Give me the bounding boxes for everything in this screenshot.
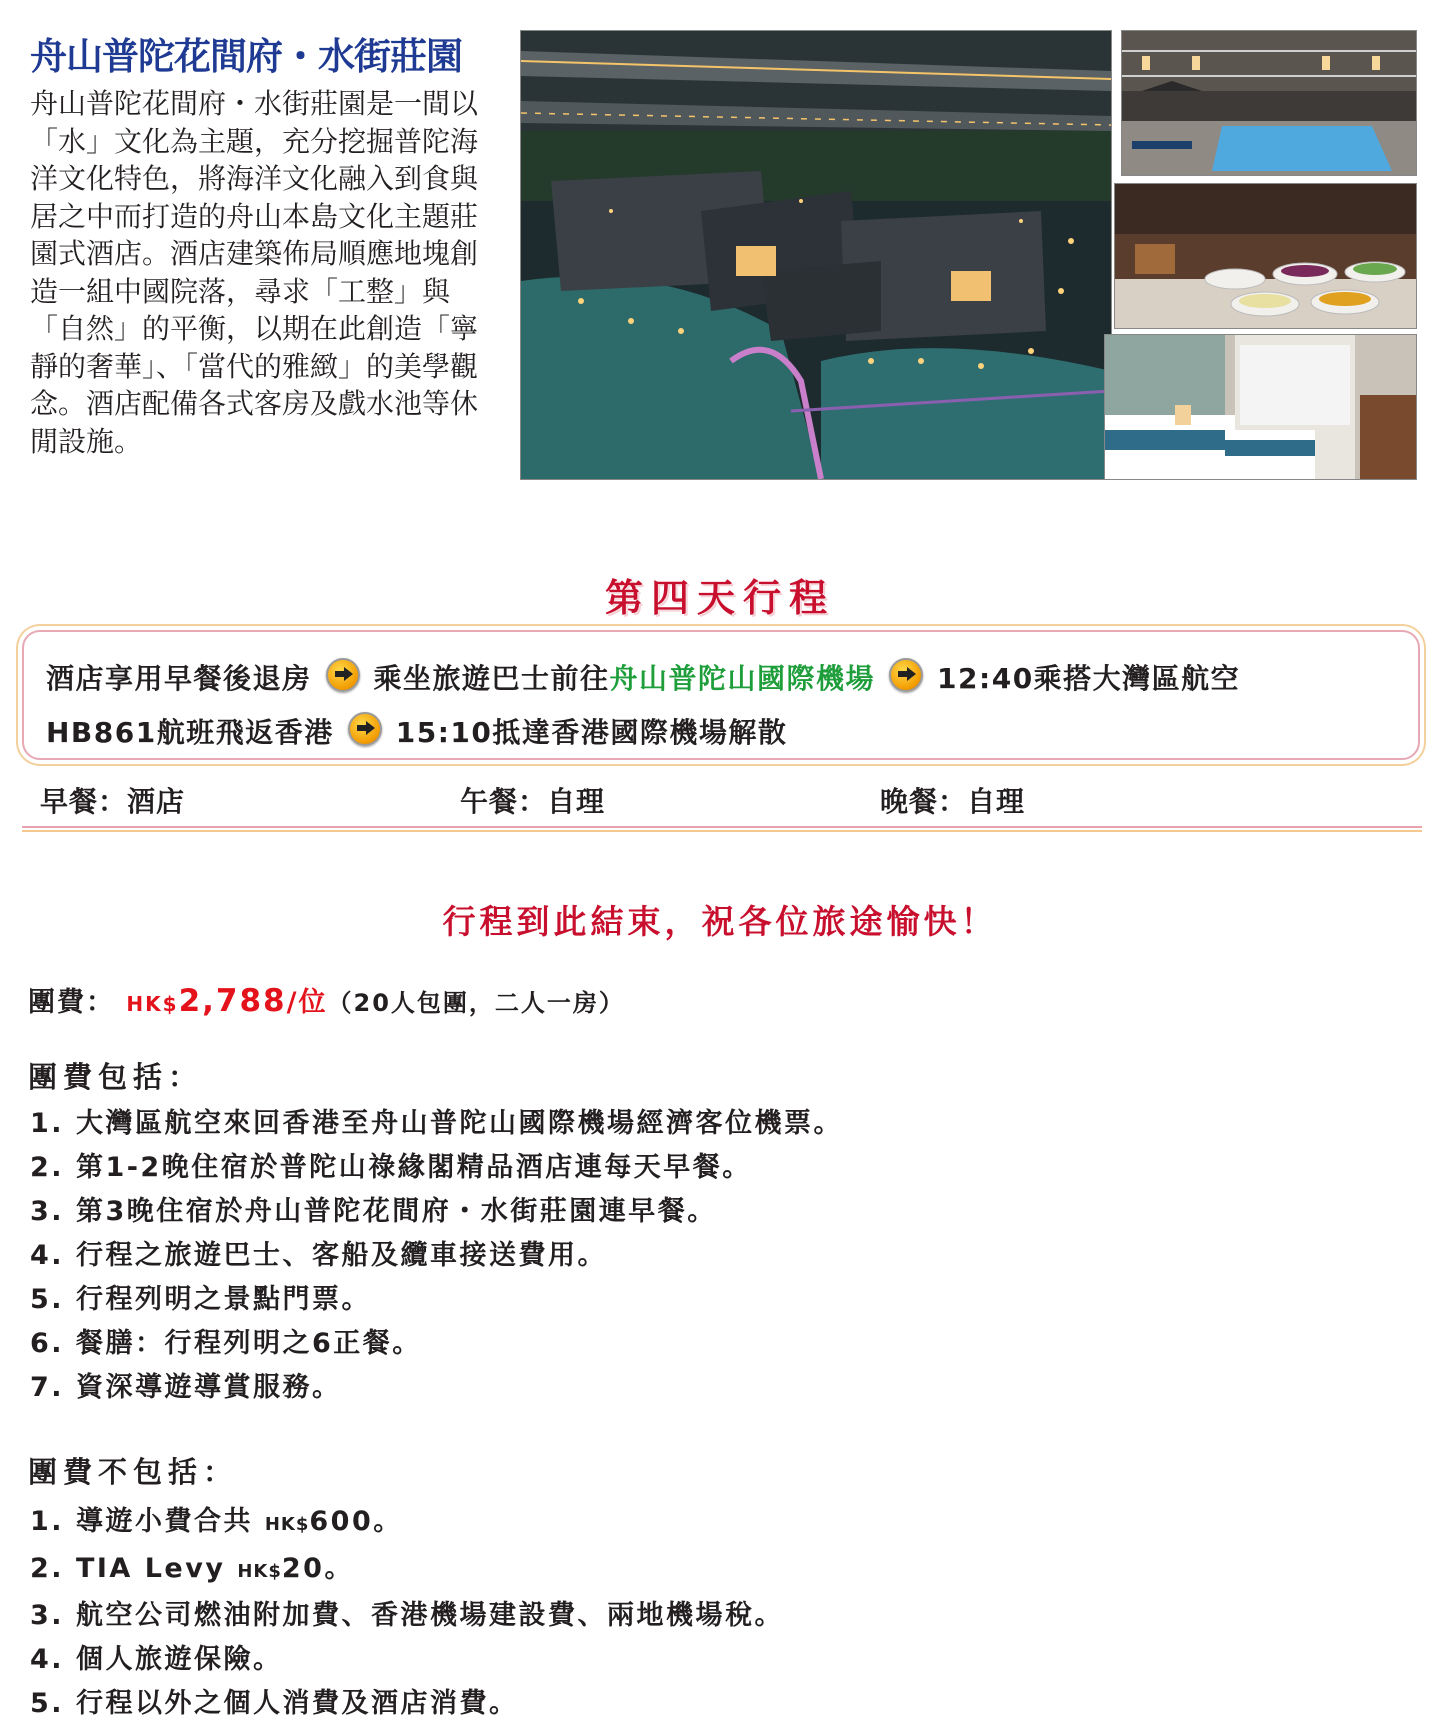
item-text: 2. TIA Levy — [30, 1553, 238, 1584]
list-item: 5. 行程以外之個人消費及酒店消費。 — [30, 1688, 519, 1719]
hotel-pool-photo — [1121, 30, 1417, 176]
excludes-title: 團費不包括： — [28, 1455, 239, 1489]
divider — [22, 826, 1422, 832]
fee-label: 團費： — [28, 987, 115, 1018]
meal-lunch: 午餐：自理 — [460, 785, 606, 818]
meal-breakfast: 早餐：酒店 — [40, 785, 186, 818]
list-item: 5. 行程列明之景點門票。 — [30, 1284, 371, 1315]
item-currency: HK$ — [237, 1561, 282, 1582]
list-item: 4. 行程之旅遊巴士、客船及纜車接送費用。 — [30, 1240, 607, 1271]
item-currency: HK$ — [264, 1514, 310, 1535]
arrow-right-icon — [889, 658, 923, 692]
hotel-room-photo — [1104, 334, 1417, 480]
hotel-description: 舟山普陀花間府・水街莊園是一間以「水」文化為主題，充分挖掘普陀海洋文化特色，將海洋文化融入到食與居之中而打造的舟山本島文化主題莊園式酒店。酒店建築佈局順應地塊創造一組中國院落，尋求「工整」與「自然」的平衡，以期在此創造「寧靜的奢華」、「當代的雅緻」的美學觀念。酒店配備各式客房及戲水池等休閒設施。 — [30, 87, 479, 458]
step-flight: 12:40乘搭大灣區航空 — [937, 662, 1241, 695]
meal-dinner: 晚餐：自理 — [880, 785, 1026, 818]
fee-amount: 2,788 — [178, 983, 287, 1019]
item-amount: 600。 — [309, 1506, 403, 1537]
hotel-aerial-photo — [520, 30, 1112, 480]
hotel-buffet-photo — [1114, 183, 1417, 329]
list-item: 4. 個人旅遊保險。 — [30, 1644, 283, 1675]
list-item — [30, 1547, 784, 1594]
list-item: 3. 第3晚住宿於舟山普陀花間府・水街莊園連早餐。 — [30, 1196, 717, 1227]
includes-list — [30, 1102, 843, 1410]
step-airport: 舟山普陀山國際機場 — [609, 662, 876, 695]
item-text: 1. 導遊小費合共 — [30, 1506, 265, 1537]
fee-currency: HK$ — [126, 992, 179, 1016]
list-item: 1. 大灣區航空來回香港至舟山普陀山國際機場經濟客位機票。 — [30, 1108, 843, 1139]
list-item: 7. 資深導遊導賞服務。 — [30, 1372, 342, 1403]
closing-message: 行程到此結束，祝各位旅途愉快！ — [442, 902, 998, 941]
day-title: 第四天行程 — [604, 576, 835, 620]
hotel-title: 舟山普陀花間府・水街莊園 — [30, 34, 462, 78]
list-item: 3. 航空公司燃油附加費、香港機場建設費、兩地機場稅。 — [30, 1600, 784, 1631]
fee-unit: /位 — [286, 987, 328, 1018]
step-arrival: 15:10抵達香港國際機場解散 — [395, 716, 788, 749]
fee-note: （20人包團，二人一房） — [327, 989, 625, 1017]
tour-fee — [28, 980, 625, 1019]
list-item: 2. 第1-2晚住宿於普陀山祿緣閣精品酒店連每天早餐。 — [30, 1152, 752, 1183]
excludes-list — [30, 1500, 784, 1726]
step-bus: 乘坐旅遊巴士前往 — [373, 662, 610, 695]
item-amount: 20。 — [281, 1553, 354, 1584]
itinerary-text — [46, 652, 1406, 760]
list-item: 6. 餐膳：行程列明之6正餐。 — [30, 1328, 422, 1359]
arrow-right-icon — [348, 712, 382, 746]
includes-title: 團費包括： — [28, 1060, 204, 1094]
step-flight-number: HB861航班飛返香港 — [46, 716, 334, 749]
list-item — [30, 1500, 784, 1547]
arrow-right-icon — [326, 658, 360, 692]
step-checkout: 酒店享用早餐後退房 — [46, 662, 312, 695]
